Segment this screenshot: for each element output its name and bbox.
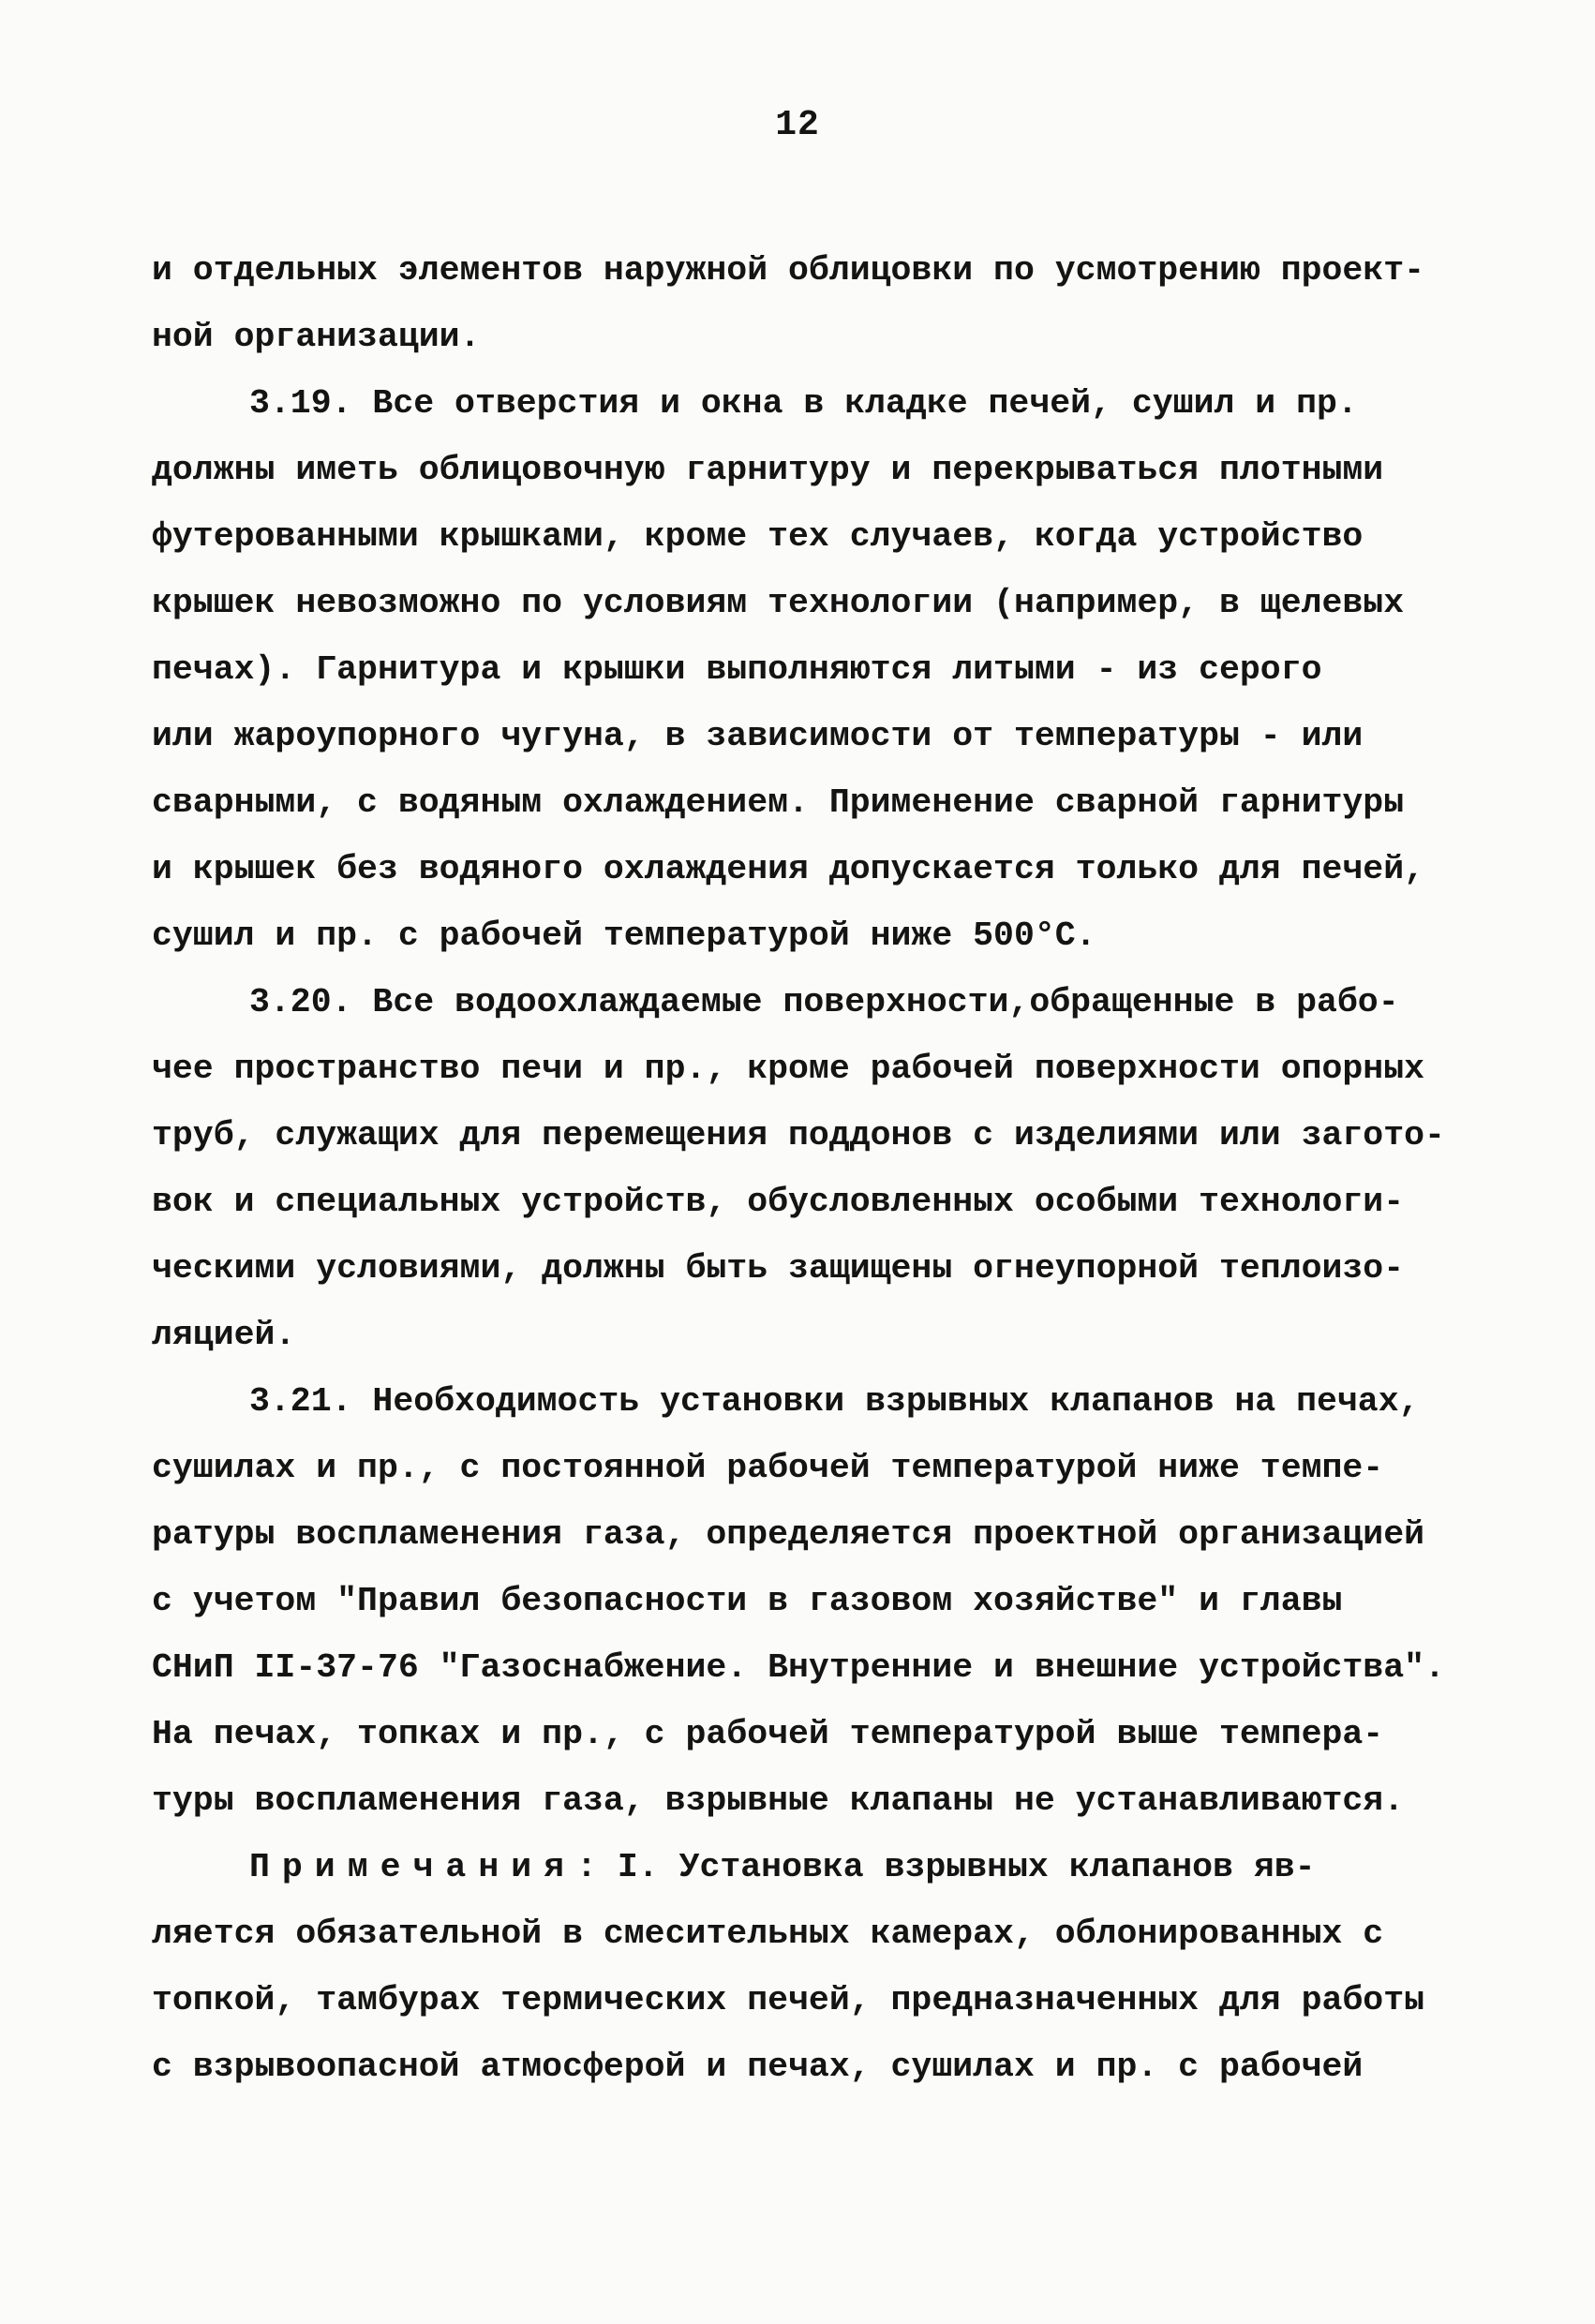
text-line: сушил и пр. с рабочей температурой ниже 500°С.	[152, 916, 1096, 955]
text-line: ческими условиями, должны быть защищены огнеупорной теплоизо-	[152, 1249, 1405, 1288]
text-line: ратуры воспламенения газа, определяется проектной организацией	[152, 1515, 1425, 1554]
text-line: 3.21. Необходимость установки взрывных клапанов на печах,	[249, 1382, 1420, 1421]
text-line: ной организации.	[152, 318, 481, 356]
note-line	[249, 1848, 1316, 1886]
text-line: сушилах и пр., с постоянной рабочей температурой ниже темпе-	[152, 1449, 1384, 1487]
text-line: труб, служащих для перемещения поддонов с изделиями или загото-	[152, 1116, 1445, 1155]
page-number: 12	[775, 105, 820, 145]
text-line: 3.20. Все водоохлаждаемые поверхности,обращенные в рабо-	[249, 983, 1399, 1021]
text-line: На печах, топках и пр., с рабочей температурой выше темпера-	[152, 1715, 1384, 1753]
text-line: и отдельных элементов наружной облицовки по усмотрению проект-	[152, 251, 1425, 290]
text-line: туры воспламенения газа, взрывные клапаны не устанавливаются.	[152, 1781, 1405, 1820]
text-line: вок и специальных устройств, обусловленных особыми технологи-	[152, 1183, 1405, 1221]
text-line: и крышек без водяного охлаждения допускается только для печей,	[152, 850, 1425, 888]
text-line: с взрывоопасной атмосферой и печах, сушилах и пр. с рабочей	[152, 2048, 1364, 2086]
note-text: : I. Установка взрывных клапанов яв-	[576, 1848, 1316, 1886]
text-line: футерованными крышками, кроме тех случаев, когда устройство	[152, 517, 1364, 556]
text-line: топкой, тамбурах термических печей, предназначенных для работы	[152, 1981, 1425, 2019]
text-line: сварными, с водяным охлаждением. Применение сварной гарнитуры	[152, 783, 1405, 822]
note-heading: Примечания	[249, 1848, 577, 1886]
text-line: или жароупорного чугуна, в зависимости от температуры - или	[152, 717, 1364, 755]
text-line: должны иметь облицовочную гарнитуру и перекрываться плотными	[152, 451, 1384, 489]
text-line: 3.19. Все отверстия и окна в кладке печей, сушил и пр.	[249, 384, 1358, 423]
text-line: крышек невозможно по условиям технологии (например, в щелевых	[152, 584, 1405, 622]
text-line: с учетом "Правил безопасности в газовом хозяйстве" и главы	[152, 1582, 1343, 1620]
text-line: печах). Гарнитура и крышки выполняются литыми - из серого	[152, 650, 1322, 689]
text-line: ляцией.	[152, 1316, 296, 1354]
text-line: ляется обязательной в смесительных камерах, облонированных с	[152, 1914, 1384, 1953]
text-line: СНиП II-37-76 "Газоснабжение. Внутренние и внешние устройства".	[152, 1648, 1445, 1687]
text-line: чее пространство печи и пр., кроме рабочей поверхности опорных	[152, 1050, 1425, 1088]
